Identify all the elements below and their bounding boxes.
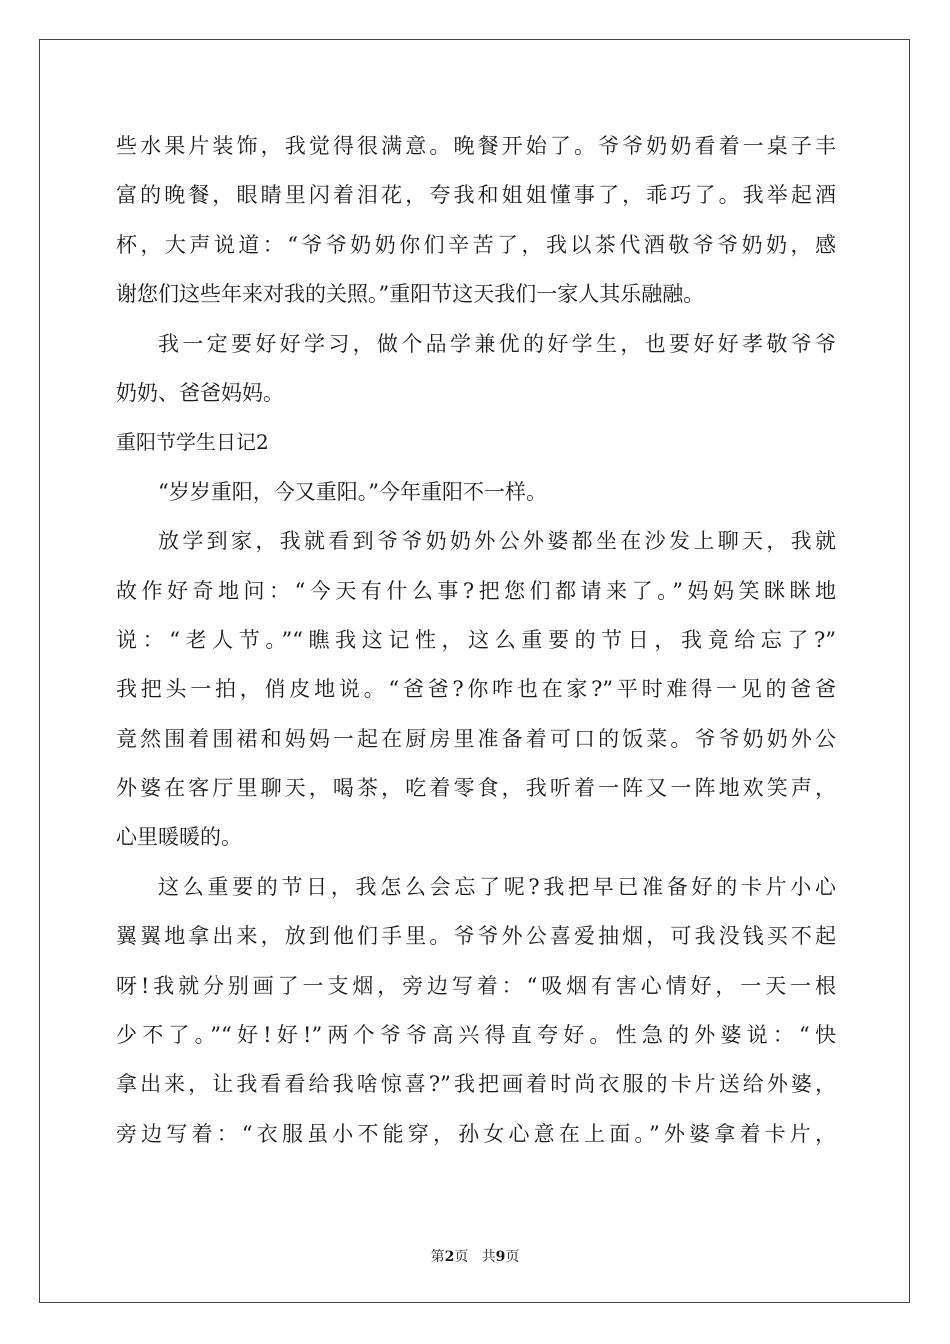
- footer-total-pages: 9: [495, 1249, 506, 1265]
- text-line: 旁边写着：“衣服虽小不能穿，孙女心意在上面。”外婆拿着卡片，: [116, 1121, 836, 1146]
- text-line: 少不了。”“好!好!”两个爷爷高兴得直夸好。性急的外婆说：“快: [116, 1023, 836, 1048]
- text-line: “岁岁重阳，今又重阳。”今年重阳不一样。: [158, 479, 547, 504]
- page-footer: [0, 1246, 950, 1266]
- text-line: 拿出来，让我看看给我啥惊喜?”我把画着时尚衣服的卡片送给外婆，: [116, 1072, 836, 1097]
- text-line: 呀!我就分别画了一支烟，旁边写着：“吸烟有害心情好，一天一根: [116, 973, 836, 998]
- footer-total-suffix: 页: [505, 1249, 520, 1265]
- document-body: [116, 122, 836, 1159]
- text-line: 翼翼地拿出来，放到他们手里。爷爷外公喜爱抽烟，可我没钱买不起: [116, 924, 836, 949]
- text-line: 富的晚餐，眼睛里闪着泪花，夸我和姐姐懂事了，乖巧了。我举起酒: [116, 183, 836, 208]
- text-line: 我把头一拍，俏皮地说。“爸爸?你咋也在家?”平时难得一见的爸爸: [116, 677, 836, 702]
- section-heading: 重阳节学生日记2: [116, 430, 269, 455]
- text-line: 故作好奇地问：“今天有什么事?把您们都请来了。”妈妈笑眯眯地: [116, 578, 836, 603]
- footer-page-prefix: 第: [430, 1249, 445, 1265]
- text-line: 我一定要好好学习，做个品学兼优的好学生，也要好好孝敬爷爷: [158, 331, 836, 356]
- text-line: 放学到家，我就看到爷爷奶奶外公外婆都坐在沙发上聊天，我就: [158, 529, 836, 554]
- text-line: 心里暖暖的。: [116, 825, 242, 850]
- text-line: 奶奶、爸爸妈妈。: [116, 380, 284, 405]
- text-line: 这么重要的节日，我怎么会忘了呢?我把早已准备好的卡片小心: [158, 874, 836, 899]
- text-line: 竟然围着围裙和妈妈一起在厨房里准备着可口的饭菜。爷爷奶奶外公: [116, 726, 836, 751]
- footer-page-number: 2: [444, 1249, 455, 1265]
- text-line: 说：“老人节。”“瞧我这记性，这么重要的节日，我竟给忘了?”: [116, 627, 836, 652]
- text-line: 外婆在客厅里聊天，喝茶，吃着零食，我听着一阵又一阵地欢笑声，: [116, 776, 836, 801]
- footer-total-prefix: 共: [481, 1249, 496, 1265]
- text-line: 些水果片装饰，我觉得很满意。晚餐开始了。爷爷奶奶看着一桌子丰: [116, 134, 836, 158]
- text-line: 谢您们这些年来对我的关照。”重阳节这天我们一家人其乐融融。: [116, 282, 705, 307]
- footer-page-suffix: 页: [454, 1249, 469, 1265]
- text-line: 杯，大声说道：“爷爷奶奶你们辛苦了，我以茶代酒敬爷爷奶奶，感: [116, 232, 836, 257]
